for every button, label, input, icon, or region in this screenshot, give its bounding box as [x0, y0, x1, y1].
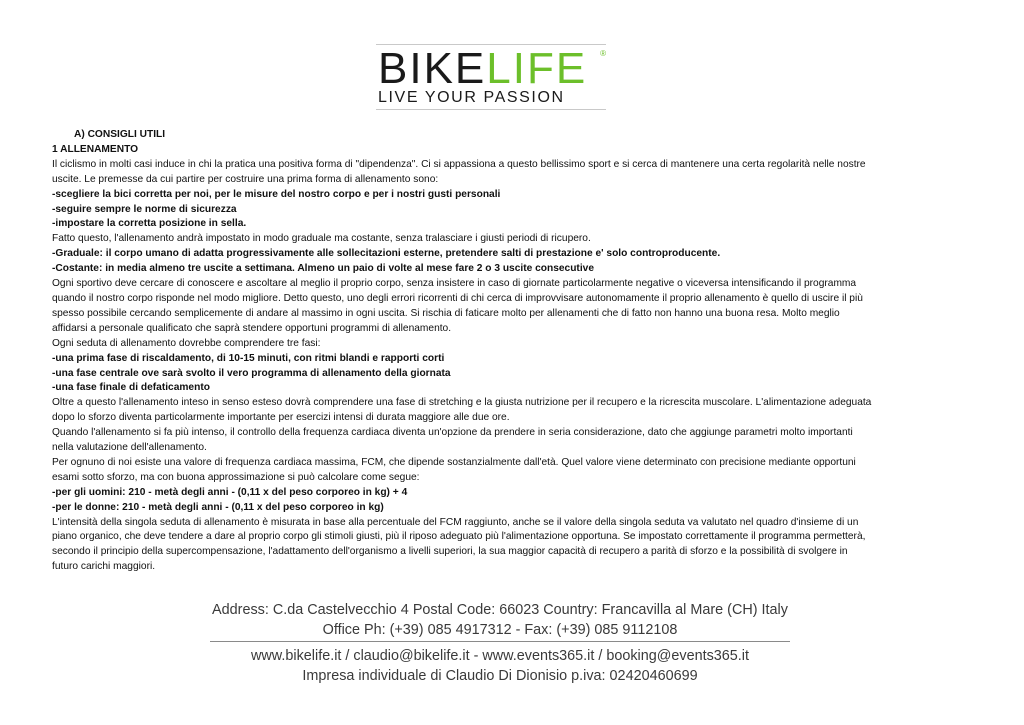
bold-text-line: -scegliere la bici corretta per noi, per le misure del nostro corpo e per i nostri gusti personali	[52, 188, 501, 200]
registered-mark: ®	[600, 49, 606, 58]
bold-text-line: -Costante: in media almeno tre uscite a settimana. Almeno un paio di volte al mese fare 2 o 3 uscite consecutive	[52, 263, 594, 275]
bold-text-line: -seguire sempre le norme di sicurezza	[52, 203, 237, 215]
text-line: Per ognuno di noi esiste una valore di frequenza cardiaca massima, FCM, che dipende sostanzialmente dall'età. Quel valore viene determinato con precisione mediante opportuni	[52, 456, 856, 468]
text-line: Ogni sportivo deve cercare di conoscere e ascoltare al meglio il proprio corpo, senza insistere in caso di giornate particolarmente negative o viceversa intensificando il programma	[52, 278, 857, 290]
text-line: uscite. Le premesse da cui partire per costruire una prima forma di allenamento sono:	[52, 173, 439, 185]
logo-wordmark	[378, 44, 588, 93]
bold-text-line: -una prima fase di riscaldamento, di 10-15 minuti, con ritmi blandi e rapporti corti	[52, 352, 445, 364]
text-line: piano organico, che deve tendere a dare al proprio corpo gli stimoli giusti, più il riposo adeguato più l'alimentazione opportuna. Se impostato correttamente il programma permetterà,	[52, 531, 866, 543]
text-line: secondo il principio della supercompensazione, l'adattamento dell'organismo a livelli superiori, la sua maggior capacità di recupero a parità di sforzo e la possibilità di svolgere in	[52, 546, 848, 558]
logo-life-text: LIFE	[486, 44, 588, 93]
text-line: spesso possibile cercando semplicemente di andare al massimo in ogni uscita. Si rischia di faticare molto per allenamenti che di fatto non hanno una buona resa. Molto meglio	[52, 307, 840, 319]
text-line: Ogni seduta di allenamento dovrebbe comprendere tre fasi:	[52, 337, 321, 349]
subheading: 1 ALLENAMENTO	[52, 143, 139, 155]
footer	[210, 600, 790, 686]
text-line: Il ciclismo in molti casi induce in chi la pratica una positiva forma di "dipendenza". Ci si appassiona a questo bellissimo sport e si cerca di mantenere una certa regolarità nelle nostre	[52, 158, 866, 170]
document-body	[52, 128, 964, 575]
footer-address: Address: C.da Castelvecchio 4 Postal Code: 66023 Country: Francavilla al Mare (CH) Italy	[212, 602, 788, 618]
text-line: futuro carichi maggiori.	[52, 561, 156, 573]
section-heading: A) CONSIGLI UTILI	[74, 129, 166, 140]
bold-text-line: -Graduale: il corpo umano di adatta progressivamente alle sollecitazioni esterne, pretendere salti di prestazione e' solo controproducente.	[52, 248, 721, 260]
footer-phone: Office Ph: (+39) 085 4917312 - Fax: (+39) 085 9112108	[322, 622, 678, 638]
text-line: Oltre a questo l'allenamento inteso in senso esteso dovrà comprendere una fase di stretching e la giusta nutrizione per il recupero e la ricrescita muscolare. L'alimentazione adeguata	[52, 397, 872, 409]
text-line: L'intensità della singola seduta di allenamento è misurata in base alla percentuale del FCM raggiunto, anche se il valore della singola seduta va valutato nel quadro d'insieme di un	[52, 516, 859, 528]
text-line: quando il nostro corpo risponde nel modo migliore. Detto questo, uno degli errori ricorrenti di chi cerca di improvvisare autonomamente il proprio allenamento è quello di uscire il più	[52, 292, 863, 304]
text-line: affidarsi a personale qualificato che saprà stendere opportuni programmi di allenamento.	[52, 322, 452, 334]
text-line: nella valutazione dell'allenamento.	[52, 442, 207, 454]
footer-web-links: www.bikelife.it / claudio@bikelife.it - www.events365.it / booking@events365.it	[251, 648, 749, 664]
bold-text-line: -una fase finale di defaticamento	[52, 382, 210, 394]
footer-company: Impresa individuale di Claudio Di Dionisio p.iva: 02420460699	[302, 668, 698, 684]
bold-text-line: -impostare la corretta posizione in sella.	[52, 218, 247, 230]
text-line: dopo lo sforzo diventa particolarmente importante per esercizi intensi di durata maggiore alle due ore.	[52, 412, 510, 424]
body-text	[52, 158, 964, 575]
bold-text-line: -per gli uomini: 210 - metà degli anni - (0,11 x del peso corporeo in kg) + 4	[52, 486, 408, 498]
logo-bike-text: BIKE	[378, 44, 487, 93]
text-line: Fatto questo, l'allenamento andrà impostato in modo graduale ma costante, senza tralasciare i giusti periodi di ricupero.	[52, 233, 591, 245]
bikelife-logo	[376, 44, 606, 110]
text-line: esami sotto sforzo, ma con buona approssimazione si può calcolare come segue:	[52, 471, 420, 483]
text-line: Quando l'allenamento si fa più intenso, il controllo della frequenza cardiaca diventa un'opzione da prendere in seria considerazione, dato che aggiunge parametri molto importanti	[52, 427, 853, 439]
logo-tagline: LIVE YOUR PASSION	[378, 89, 565, 106]
bold-text-line: -per le donne: 210 - metà degli anni - (0,11 x del peso corporeo in kg)	[52, 501, 384, 513]
bold-text-line: -una fase centrale ove sarà svolto il vero programma di allenamento della giornata	[52, 367, 451, 379]
footer-divider	[210, 641, 790, 642]
